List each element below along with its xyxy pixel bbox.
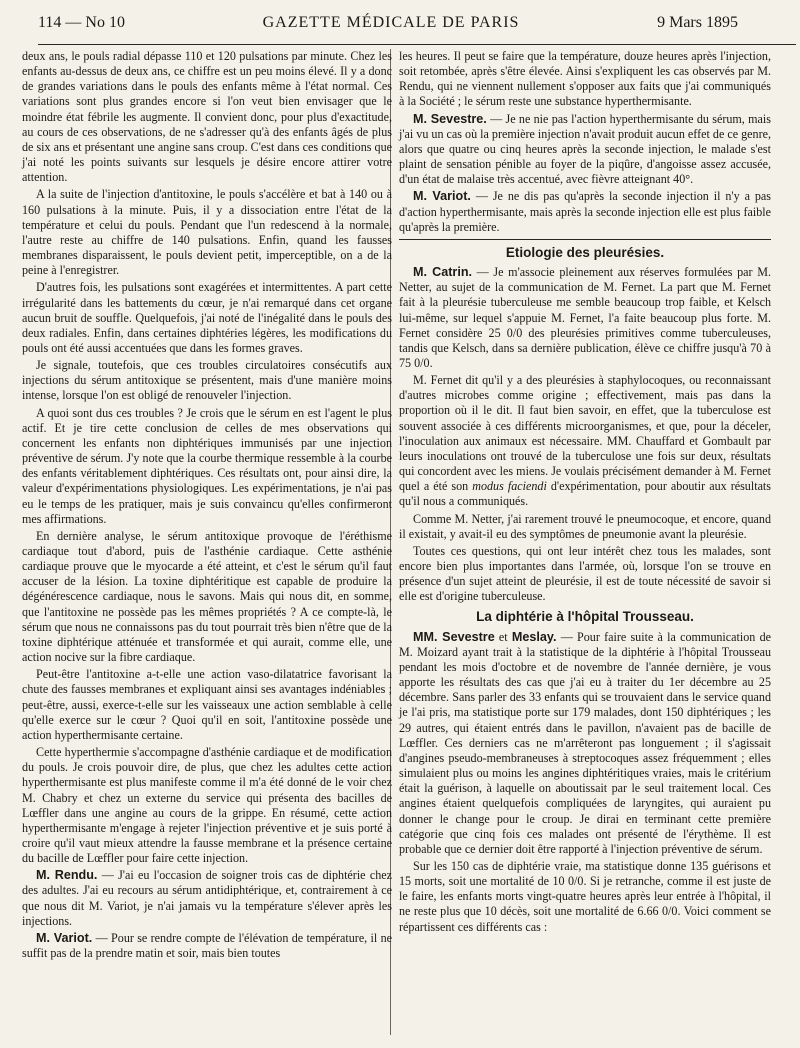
speaker-paragraph [22,868,392,929]
page-header [38,14,738,40]
speaker-name: M. Rendu. [36,868,98,883]
speaker-name: M. Sevestre. [413,111,487,126]
paragraph: A la suite de l'injection d'antitoxine, le pouls s'accélère et bat à 140 ou à 160 pulsations à la minute. Puis, il y a dissociation entre l'état de la température et celui du pouls. Pendant que l'un redescend à la normale, l'autre reste au chiffre de 140 pulsations. Enfin, quand les fausses membranes disparaissent, le pouls devient petit, imperceptible, on a de la peine à l'enregistrer. [22,187,392,278]
issue-date: 9 Mars 1895 [657,14,738,31]
right-column [399,49,771,935]
page-number: 114 [38,14,62,31]
paragraph: En dernière analyse, le sérum antitoxique provoque de l'éréthisme cardiaque tout d'abord, puis de l'asthénie cardiaque. Cette asthénie cardiaque prouve que le myocarde a été atteint, et c'est le sérum qu'il faut accuser de la lésion. La toxine diphtéritique est capable de produire la dégénérescence cardiaque, nous le savons. Mais qui nous dit, en somme, que l'antitoxine ne possède pas les mêmes propriétés ? A ce compte-là, le sérum que nous ne connaissons pas du tout pourrait très bien n'être que de la toxine diphtérique atténuée et transformée et qui aurait, comme elle, une action nocive sur la fibre cardiaque. [22,528,392,665]
left-column [22,49,392,961]
italic-phrase: modus faciendi [472,479,547,494]
speaker-text: — Je ne nie pas l'action hyperthermisante du sérum, mais j'ai vu un cas où la première injection n'avait produit aucun effet de ce genre, alors que quatre ou cinq heures après la seconde injection, le malade s'est plaint de sensation pénible au foyer de la piqûre, d'angoisse assez accusée, d'un état de malaise très accentué, avec fièvre atteignant 40°. [399,111,771,187]
section-heading: Etiologie des pleurésies. [505,244,665,260]
paragraph [399,373,771,509]
paragraph: les heures. Il peut se faire que la température, douze heures après l'injection, soit retombée, après s'être élevée. Ainsi s'expliquent les cas observés par M. Rendu, qui ne viennent nullement s'opposer aux faits que j'ai communiqués à la Société ; le sérum reste une substance hyperthermisante. [399,49,771,109]
paragraph: D'autres fois, les pulsations sont exagérées et intermittentes. A part cette irrégularité dans les battements du cœur, je n'ai remarqué dans cet organe aucun bruit de souffle. Quelquefois, j'ai noté de l'inégalité dans le pouls des deux radiales. Enfin, dans certaines diphtéries légères, les modifications du pouls ont été aussi accentuées que dans les formes graves. [22,280,392,355]
speaker-name: M. Variot. [413,189,471,204]
speaker-text: — Pour se rendre compte de l'élévation de température, il ne suffit pas de la prendre matin et soir, mais bien toutes [22,930,392,961]
header-rule [38,44,796,45]
speaker-paragraph [399,189,771,234]
journal-title: GAZETTE MÉDICALE DE PARIS [262,14,520,31]
speaker-name: Meslay. [511,629,557,644]
speaker-paragraph [399,265,771,371]
speaker-name: M. Catrin. [413,265,473,280]
issue-number: — No 10 [65,14,125,31]
text-run: d'expérimentation, pour aboutir aux résultats qu'il nous a communiqués. [399,479,772,509]
paragraph: Je signale, toutefois, que ces troubles circulatoires consécutifs aux injections du sérum antitoxique se présentent, mais d'une manière moins intense, lorsque l'on est obligé de renouveler l'injection. [22,358,392,403]
speaker-paragraph [399,112,771,188]
paragraph: Cette hyperthermie s'accompagne d'asthénie cardiaque et de modification du pouls. Je crois pouvoir dire, de plus, que chez les adultes cette action hyperthermisante est plus manifeste comme il m'a été donné de le voir chez M. Chabry et chez un externe du service qui présenta des bacilles de Lœffler dans une angine au cours de la grippe. En résumé, cette action hyperthermisante m'engage à rejeter l'injection préventive et je suis porté à croire qu'il vaut mieux attendre la fausse membrane et la présence certaine du bacille de Lœffler pour faire cette injection. [22,745,392,866]
paragraph: Sur les 150 cas de diphtérie vraie, ma statistique donne 135 guérisons et 15 morts, soit une mortalité de 10 0/0. Si je retranche, comme il est juste de le faire, les enfants morts vingt-quatre heures après leur entrée à l'hôpital, il ne reste plus que 10 décès, soit une mortalité de 6.66 0/0. Voici comment se répartissent ces différents cas : [399,858,771,934]
paragraph: A quoi sont dus ces troubles ? Je crois que le sérum en est l'agent le plus actif. Et je tire cette conclusion de celles de mes observations qui concernent les enfants non diphtériques immunisés par une injection préventive de sérum. J'y note que la courbe thermique ressemble à la courbe des enfants véritablement diphtériques. Ces résultats ont, pour ainsi dire, la valeur d'expérimentations physiologiques. Les expérimentations, je n'ai pas eu le temps de les pratiquer, mais je suis convaincu qu'elles confirmeront mes affirmations. [22,405,392,526]
speaker-name: MM. Sevestre [413,629,495,644]
text-run: et [494,629,512,644]
paragraph: Toutes ces questions, qui ont leur intérêt chez tous les malades, sont encore bien plus importantes dans l'armée, où, lorsque l'on se trouve en présence d'un sujet atteint de pleurésie, il est de toute nécessité de savoir si elle est d'origine tuberculeuse. [399,543,771,604]
speaker-text: — Pour faire suite à la communication de M. Moizard ayant trait à la statistique de la diphtérie à l'hôpital Trousseau pendant les mois d'octobre et de novembre de l'année dernière, je vous apporte les résultats des cas que j'ai eu à traiter du 1er décembre au 25 décembre. Sans parler des 33 enfants qui se trouvaient dans le service quand je l'ai pris, ma statistique porte sur 179 malades, dont 150 diphtériques ; les 29 autres, qui étaient entrés dans le pavillon, n'avaient pas de bacille de Lœffler. Ces derniers cas ne m'arrêteront pas longuement ; il s'agissait d'angines pseudo-membraneuses à streptocoques assez fréquemment ; elles simulaient plus ou moins les angines diphtéritiques vraies, mais le critérium était la guérison, à laquelle on aboutissait par le seul traitement local. Ces angines étaient quelquefois compliquées de laryngites, qui auraient pu donner le change pour le croup. Je dirai en terminant cette première catégorie que cinq fois ces malades ont présenté de l'érythème. Il est probable que ce dernier doit être rapporté à l'injection préventive de sérum. [399,629,771,856]
speaker-paragraph [399,630,771,857]
section-heading: La diphtérie à l'hôpital Trousseau. [476,609,694,625]
speaker-name: M. Variot. [36,930,93,945]
speaker-text: — J'ai eu l'occasion de soigner trois cas de diphtérie chez des adultes. J'ai eu recours au sérum antidiphtérique, et, contrairement à ce que nous dit M. Variot, je n'ai jamais vu la température s'élever après les injections. [22,868,392,928]
paragraph: deux ans, le pouls radial dépasse 110 et 120 pulsations par minute. Chez les enfants au-dessus de deux ans, ce chiffre est un peu moins élevé. Il y a donc de grandes variations dans le pouls des enfants même à l'état normal. Ces variations sont plus grandes encore si l'on veut bien envisager que le moindre état fébrile les augmente. Il convient donc, pour plus d'exactitude, au cours de ces observations, de ne s'adresser qu'à des enfants âgés de plus de six ans et présentant une angine sans croup. C'est dans ces conditions que j'ai noté les points suivants sur lesquels je désire encore attirer votre attention. [22,49,392,185]
speaker-text: — Je ne dis pas qu'après la seconde injection il n'y a pas d'action hyperthermisante, mais après la seconde injection elle est plus faible qu'après la première. [399,189,772,234]
section-rule [399,239,771,240]
paragraph: Peut-être l'antitoxine a-t-elle une action vaso-dilatatrice favorisant la chute des fausses membranes et expliquant ainsi ses avantages indéniables ; peut-être, aussi, exerce-t-elle sur les vaisseaux une action semblable à celle qu'elle exerce sur le cœur ? Quoi qu'il en soit, l'antitoxine possède une action hyperthermisante certaine. [22,667,392,742]
page-number-issue [38,14,125,32]
speaker-text: — Je m'associe pleinement aux réserves formulées par M. Netter, au sujet de la communication de M. Fernet. La part que M. Fernet fait à la pleurésie tuberculeuse me semble beaucoup trop faible, et Kelsch lui-même, sur lequel s'appuie M. Fernet, l'a faite beaucoup plus forte. M. Fernet considère 25 0/0 des pleurésies primitives comme tuberculeuses, tandis que Kelsch, dans sa dernière publication, élève ce chiffre jusqu'à 70 à 75 0/0. [399,265,771,370]
speaker-paragraph [22,931,392,961]
text-run: M. Fernet dit qu'il y a des pleurésies à staphylocoques, ou reconnaissant d'autres microbes comme origine ; effectivement, mais pas dans la proportion où il le dit. Il faut bien savoir, en effet, que la tuberculose est souvent associée à ces différents microorganismes, et que, pour la déceler, l'inoculation aux animaux est nécessaire. MM. Chauffard et Gombault par leurs inoculations ont trouvé de la tuberculose une fois sur deux, résultats qui concordent avec les miens. Je voulais précisément demander à M. Fernet quel a été son [399,373,771,494]
paragraph: Comme M. Netter, j'ai rarement trouvé le pneumocoque, et encore, quand il existait, y avait-il eu des symptômes de pneumonie avant la pleurésie. [399,511,771,541]
